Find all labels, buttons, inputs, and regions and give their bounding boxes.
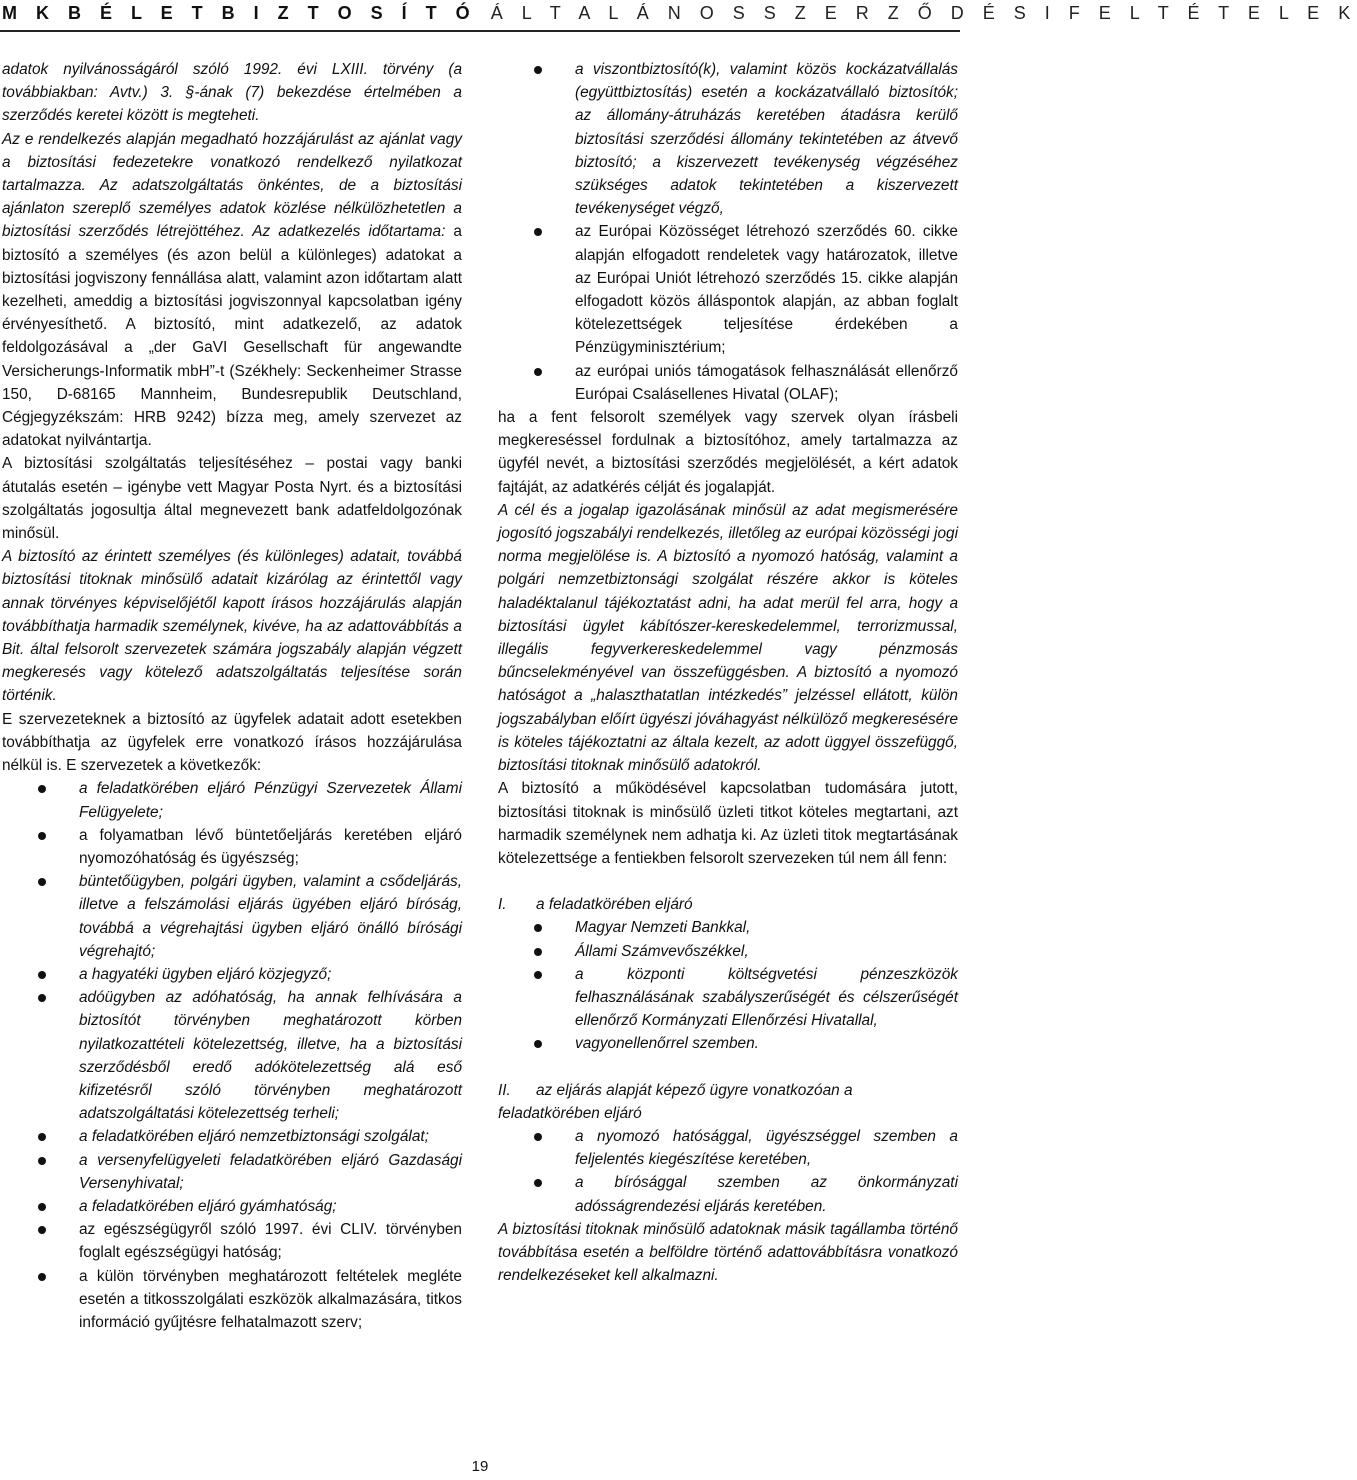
list-item-text: az Európai Közösséget létrehozó szerződés 60. cikke alapján elfogadott rendeletek vagy határozatok, illetve az Európai Uniót létrehozó szerződés 15. cikke alapján elfogadott közös álláspontok alapján, az abban foglalt kötelezettségek teljesítése érdekében a Pénzügyminisztérium; [575, 223, 958, 357]
list-item-text: büntetőügyben, polgári ügyben, valamint a csődeljárás, illetve a felszámolási eljárás ügyében eljáró bíróság, továbbá a végrehajtási ügyben eljáró önálló bírósági végrehajtó; [79, 873, 462, 960]
section-2-list [498, 1125, 958, 1218]
page-number: 19 [471, 1458, 489, 1475]
left-paragraph-5: E szervezeteknek a biztosító az ügyfelek adatait adott esetekben továbbíthatja az ügyfelek erre vonatkozó írásos hozzájárulása nélkül is. E szervezetek a következők: [2, 710, 462, 775]
list-item-text: az egészségügyről szóló 1997. évi CLIV. törvényben foglalt egészségügyi hatóság; [79, 1221, 462, 1262]
list-item-text: a folyamatban lévő büntetőeljárás keretében eljáró nyomozóhatóság és ügyészség; [79, 826, 462, 867]
left-paragraph-3: A biztosítási szolgáltatás teljesítéséhez – postai vagy banki átutalás esetén – igénybe vett Magyar Posta Nyrt. és a biztosítási szolgáltatás jogosultja által megnevezett bank adatfeldolgozónak minősül. [2, 455, 462, 543]
list-item [2, 1265, 462, 1335]
bullet-dot-icon [38, 1226, 46, 1234]
list-item-text: a külön törvényben meghatározott feltételek megléte esetén a titkosszolgálati eszközök alkalmazására, titkos információ gyűjtésre felhatalmazott szerv; [79, 1267, 462, 1331]
list-item-text: Magyar Nemzeti Bankkal, [575, 919, 751, 937]
list-item [2, 986, 462, 1125]
header-title-bold: M K B É L E T B I Z T O S Í T Ó [2, 2, 477, 23]
list-item [498, 220, 958, 359]
list-item-text: a versenyfelügyeleti feladatkörében eljáró Gazdasági Versenyhivatal; [79, 1151, 462, 1192]
section-1-heading [498, 893, 958, 916]
list-item-text: Állami Számvevőszékkel, [575, 942, 749, 960]
bullet-dot-icon [534, 1179, 542, 1187]
section-1-number: I. [498, 896, 507, 914]
bullet-dot-icon [38, 1133, 46, 1141]
list-item [498, 1171, 958, 1217]
right-paragraph-2: A cél és a jogalap igazolásának minősül az adat megismerésére jogosító jogszabályi rendelkezés, illetőleg az európai közösségi jogi norma megjelölése is. A biztosító a nyomozó hatóság, valamint a polgári nemzetbiztonsági szolgálat részére akkor is köteles haladéktalanul tájékoztatást adni, ha adat merül fel arra, hogy a biztosítási ügylet kábítószer-kereskedelemmel, terrorizmussal, illegális fegyverkereskedelemmel vagy pénzmosás bűncselekményével van összefüggésben. A biztosító a nyomozó hatóságot a „halaszthatatlan intézkedés” jelzéssel ellátott, külön jogszabályban előírt ügyészi jóváhagyást nélkülöző megkeresésére is köteles tájékoztatni az általa kezelt, az adott üggyel összefüggő, biztosítási titoknak minősülő adatokról. [498, 501, 958, 775]
right-paragraph-3: A biztosító a működésével kapcsolatban tudomására jutott, biztosítási titoknak is minősülő üzleti titkot köteles megtartani, azt harmadik személynek nem adhatja ki. Az üzleti titok megtartásának kötelezettsége a fentiekben felsorolt szervezeken túl nem áll fenn: [498, 780, 958, 867]
running-header [0, 0, 1357, 26]
right-paragraph-1: ha a fent felsorolt személyek vagy szervek olyan írásbeli megkereséssel fordulnak a biztosítóhoz, amely tartalmazza az ügyfél nevét, a biztosítási szerződés megjelölését, a kért adatok fajtáját, az adatkérés célját és jogalapját. [498, 409, 958, 496]
bullet-dot-icon [534, 1133, 542, 1141]
left-paragraph-2a: Az e rendelkezés alapján megadható hozzájárulást az ajánlat vagy a biztosítási fedezetekre vonatkozó rendelkező nyilatkozat tartalmazza. Az adatszolgáltatás önkéntes, de a biztosítási ajánlaton szereplő személyes adatok közlése nélkülözhetetlen a biztosítási szerződés létrejöttéhez. Az adatkezelés időtartama: [2, 130, 462, 241]
section-2-title: az eljárás alapját képező ügyre vonatkozóan a feladatkörében eljáró [498, 1081, 853, 1122]
list-item-text: a feladatkörében eljáró gyámhatóság; [79, 1197, 337, 1215]
left-paragraph-4: A biztosító az érintett személyes (és különleges) adatait, továbbá biztosítási titoknak minősülő adatait kizárólag az érintettől vagy annak törvényes képviselőjétől kapott írásos hozzájárulás alapján továbbíthatja harmadik személynek, kivéve, ha az adattovábbítás a Bit. által felsorolt szervezetek számára jogszabály alapján végzett megkeresés vagy kötelező adatszolgáltatás teljesítése során történik. [2, 548, 462, 705]
section-2-number: II. [498, 1081, 511, 1099]
list-item [2, 824, 462, 870]
list-item-text: a bírósággal szemben az önkormányzati adósságrendezési eljárás keretében. [575, 1174, 958, 1215]
list-item [498, 963, 958, 1033]
list-item-text: a központi költségvetési pénzeszközök felhasználásának szabályszerűségét és célszerűségét ellenőrző Kormányzati Ellenőrzési Hivatallal, [575, 965, 958, 1030]
list-item [2, 777, 462, 823]
list-item-text: vagyonellenőrrel szemben. [575, 1035, 759, 1053]
list-item [2, 963, 462, 986]
bullet-dot-icon [534, 924, 542, 932]
list-item-text: a feladatkörében eljáró nemzetbiztonsági szolgálat; [79, 1128, 429, 1146]
list-item-text: a feladatkörében eljáró Pénzügyi Szervezetek Állami Felügyelete; [79, 780, 462, 821]
list-item [498, 58, 958, 220]
list-item [498, 940, 958, 963]
list-item [498, 1032, 958, 1055]
right-column [498, 58, 958, 1287]
bullet-dot-icon [534, 948, 542, 956]
bullet-dot-icon [534, 971, 542, 979]
section-1-list [498, 916, 958, 1055]
list-item [498, 916, 958, 939]
list-item [2, 1125, 462, 1148]
list-item [2, 1218, 462, 1264]
header-rule [0, 30, 960, 32]
section-2-heading [498, 1079, 958, 1125]
bullet-dot-icon [38, 971, 46, 979]
section-1-title: a feladatkörében eljáró [536, 896, 693, 914]
list-item-text: a hagyatéki ügyben eljáró közjegyző; [79, 965, 332, 983]
bullet-dot-icon [38, 878, 46, 886]
bullet-dot-icon [38, 785, 46, 793]
list-item [498, 360, 958, 406]
header-title-light: Á L T A L Á N O S S Z E R Z Ő D É S I F E L T É T E L E K [490, 2, 1357, 23]
left-bullet-list [2, 777, 462, 1334]
bullet-dot-icon [38, 1273, 46, 1281]
list-item [2, 1149, 462, 1195]
left-paragraph-1: adatok nyilvánosságáról szóló 1992. évi LXIII. törvény (a továbbiakban: Avtv.) 3. §-ának (7) bekezdése értelmében a szerződés keretei között is megteheti. [2, 61, 462, 125]
left-paragraph-2b: a biztosító a személyes (és azon belül a különleges) adatokat a biztosítási jogviszony fennállása alatt, valamint azon időtartam alatt kezelheti, ameddig a biztosítási jogviszonnyal kapcsolatban igény érvényesíthető. A biztosító, mint adatkezelő, az adatok feldolgozásával a „der GaVI Gesellschaft für angewandte Versicherungs-Informatik mbH”-t (Székhely: Seckenheimer Strasse 150, D-68165 Mannheim, Bundesrepublik Deutschland, Cégjegyzékszám: HRB 9242) bízza meg, amely szervezet az adatokat nyilvántartja. [2, 223, 462, 450]
list-item [498, 1125, 958, 1171]
left-paragraph-2 [2, 128, 462, 453]
bullet-dot-icon [534, 368, 542, 376]
bullet-dot-icon [534, 1040, 542, 1048]
bullet-dot-icon [534, 228, 542, 236]
spacer [498, 1056, 958, 1079]
right-bullet-list [498, 58, 958, 406]
bullet-dot-icon [38, 1157, 46, 1165]
list-item-text: a nyomozó hatósággal, ügyészséggel szemben a feljelentés kiegészítése keretében, [575, 1127, 958, 1169]
left-column [2, 58, 462, 1334]
bullet-dot-icon [534, 66, 542, 74]
spacer [498, 870, 958, 893]
bullet-dot-icon [38, 1203, 46, 1211]
list-item-text: a viszontbiztosító(k), valamint közös kockázatvállalás (együttbiztosítás) esetén a kockázatvállaló biztosítók; az állomány-átruházás keretében átadásra kerülő biztosítási szerződési állomány tekintetében az átvevő biztosító; a kiszervezett tevékenység végzéséhez szükséges adatok tekintetében a kiszervezett tevékenységet végző, [575, 61, 958, 218]
list-item [2, 870, 462, 963]
right-paragraph-4: A biztosítási titoknak minősülő adatoknak másik tagállamba történő továbbítása esetén a belföldre történő adattovábbításra vonatkozó rendelkezéseket kell alkalmazni. [498, 1220, 958, 1285]
list-item-text: az európai uniós támogatások felhasználását ellenőrző Európai Csalásellenes Hivatal (OLAF); [575, 362, 958, 403]
list-item [2, 1195, 462, 1218]
bullet-dot-icon [38, 994, 46, 1002]
list-item-text: adóügyben az adóhatóság, ha annak felhívására a biztosítót törvényben meghatározott körben nyilatkozattételi kötelezettség, illetve, ha a biztosítási szerződésből eredő adókötelezettség alá eső kifizetésről szóló törvényben meghatározott adatszolgáltatási kötelezettség terheli; [79, 989, 462, 1123]
bullet-dot-icon [38, 832, 46, 840]
